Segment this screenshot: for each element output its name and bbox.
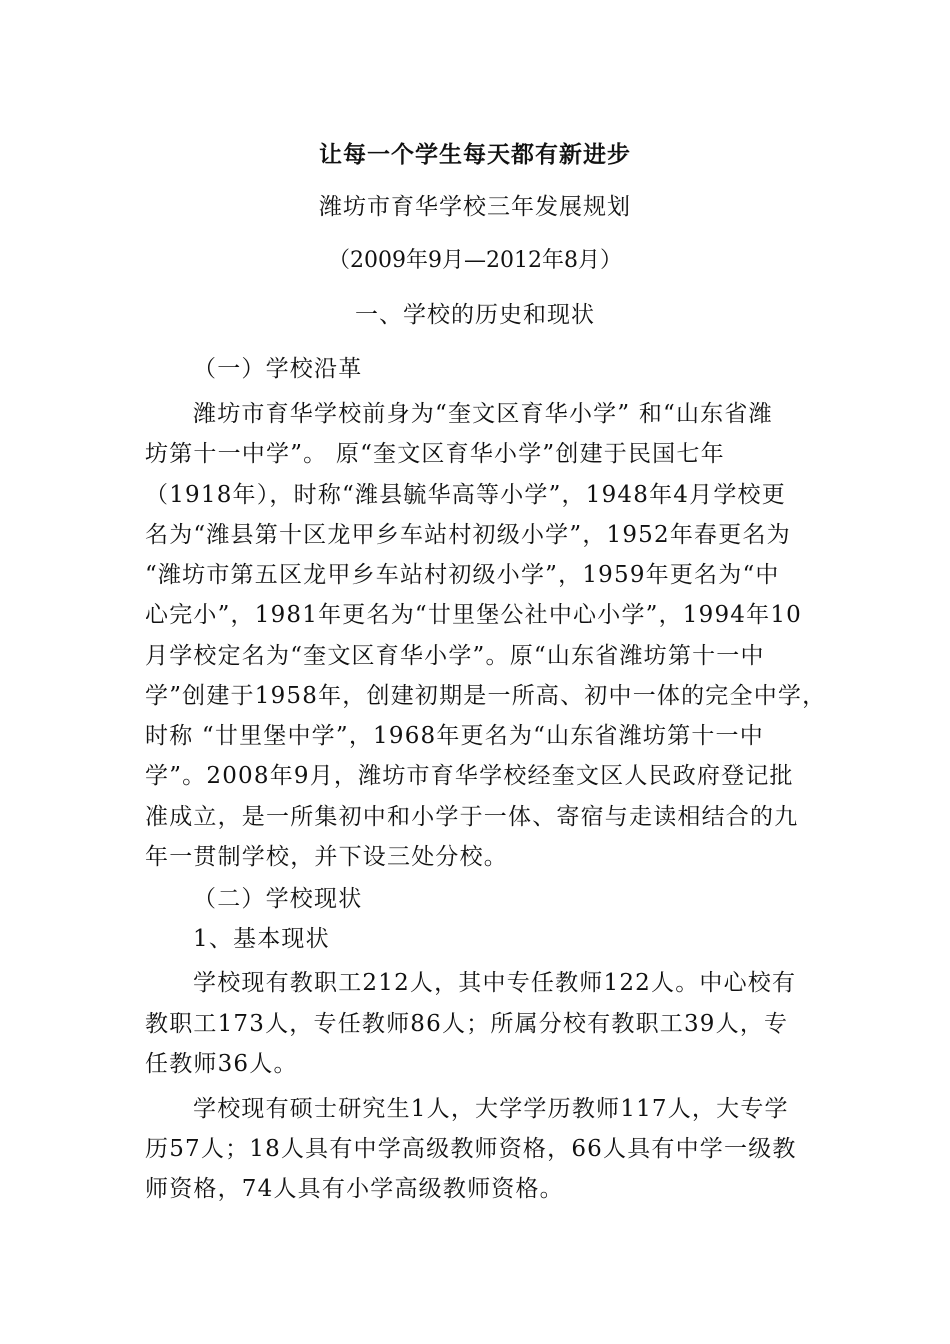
body-line: 准成立，是一所集初中和小学于一体、寄宿与走读相结合的九 [145, 804, 799, 830]
body-line: 历57人；18人具有中学高级教师资格，66人具有中学一级教 [145, 1136, 797, 1162]
body-line: 名为“潍县第十区龙甲乡车站村初级小学”，1952年春更名为 [145, 522, 791, 548]
date-range: （2009年9月—2012年8月） [328, 248, 622, 273]
body-line: 心完小”，1981年更名为“廿里堡公社中心小学”，1994年10 [145, 602, 803, 628]
document-subtitle: 潍坊市育华学校三年发展规划 [319, 194, 631, 220]
body-line: 学校现有教职工212人，其中专任教师122人。中心校有 [193, 970, 797, 996]
document-title: 让每一个学生每天都有新进步 [319, 141, 631, 168]
body-line: 年一贯制学校，并下设三处分校。 [145, 844, 508, 870]
body-line: 教职工173人，专任教师86人；所属分校有教职工39人，专 [145, 1011, 789, 1037]
subheading-basic-status: 1、基本现状 [193, 926, 330, 952]
body-line: （1918年），时称“潍县毓华高等小学”，1948年4月学校更 [145, 482, 786, 508]
body-line: 任教师36人。 [145, 1051, 298, 1077]
body-line: 时称 “廿里堡中学”，1968年更名为“山东省潍坊第十一中 [145, 723, 764, 749]
subheading-history: （一）学校沿革 [193, 356, 363, 382]
subheading-status: （二）学校现状 [193, 886, 363, 912]
body-line: 学校现有硕士研究生1人，大学学历教师117人，大专学 [193, 1096, 789, 1122]
body-line: 月学校定名为“奎文区育华小学”。原“山东省潍坊第十一中 [145, 643, 765, 669]
section-heading: 一、学校的历史和现状 [355, 302, 595, 328]
body-line: “潍坊市第五区龙甲乡车站村初级小学”，1959年更名为“中 [145, 562, 780, 588]
body-line: 师资格，74人具有小学高级教师资格。 [145, 1176, 564, 1202]
body-line: 坊第十一中学”。 原“奎文区育华小学”创建于民国七年 [145, 441, 725, 467]
body-line: 学”创建于1958年，创建初期是一所高、初中一体的完全中学， [145, 683, 827, 709]
body-line: 学”。2008年9月，潍坊市育华学校经奎文区人民政府登记批 [145, 763, 794, 789]
body-line: 潍坊市育华学校前身为“奎文区育华小学” 和“山东省潍 [193, 401, 773, 427]
